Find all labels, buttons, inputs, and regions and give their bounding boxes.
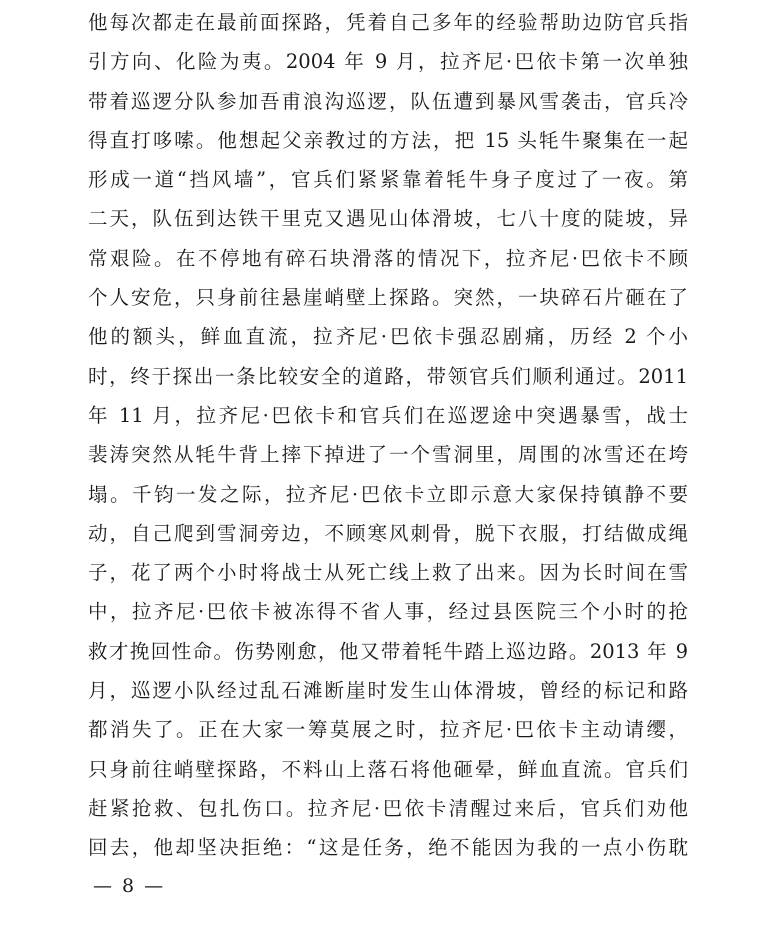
text-line: 得直打哆嗦。他想起父亲教过的方法，把 15 头牦牛聚集在一起 [88,128,688,152]
text-line: 月，巡逻小队经过乱石滩断崖时发生山体滑坡，曾经的标记和路 [88,679,688,703]
text-line: 裴涛突然从牦牛背上摔下掉进了一个雪洞里，周围的冰雪还在垮 [88,443,688,467]
text-line: 赶紧抢救、包扎伤口。拉齐尼·巴依卡清醒过来后，官兵们劝他 [88,796,688,820]
text-line: 子，花了两个小时将战士从死亡线上救了出来。因为长时间在雪 [88,561,688,585]
text-line: 都消失了。正在大家一筹莫展之时，拉齐尼·巴依卡主动请缨， [88,718,688,742]
text-line: 回去，他却坚决拒绝：“这是任务，绝不能因为我的一点小伤耽 [88,836,688,860]
text-line: 个人安危，只身前往悬崖峭壁上探路。突然，一块碎石片砸在了 [88,286,688,310]
text-line: 他的额头，鲜血直流，拉齐尼·巴依卡强忍剧痛，历经 2 个小 [88,325,688,349]
text-line: 年 11 月，拉齐尼·巴依卡和官兵们在巡逻途中突遇暴雪，战士 [88,403,688,427]
text-line: 时，终于探出一条比较安全的道路，带领官兵们顺利通过。2011 [88,364,688,388]
page-number: — 8 — [93,875,166,897]
text-line: 救才挽回性命。伤势刚愈，他又带着牦牛踏上巡边路。2013 年 9 [88,639,688,663]
text-line: 常艰险。在不停地有碎石块滑落的情况下，拉齐尼·巴依卡不顾 [88,246,688,270]
text-line: 只身前往峭壁探路，不料山上落石将他砸晕，鲜血直流。官兵们 [88,757,688,781]
text-line: 动，自己爬到雪洞旁边，不顾寒风刺骨，脱下衣服，打结做成绳 [88,521,688,545]
body-text [88,0,688,868]
text-line: 形成一道“挡风墙”，官兵们紧紧靠着牦牛身子度过了一夜。第 [88,168,688,192]
text-line: 他每次都走在最前面探路，凭着自己多年的经验帮助边防官兵指 [88,11,688,34]
text-line: 中，拉齐尼·巴依卡被冻得不省人事，经过县医院三个小时的抢 [88,600,688,624]
text-line: 引方向、化险为夷。2004 年 9 月，拉齐尼·巴依卡第一次单独 [88,50,688,74]
text-line: 二天，队伍到达铁干里克又遇见山体滑坡，七八十度的陡坡，异 [88,207,688,231]
text-line: 塌。千钧一发之际，拉齐尼·巴依卡立即示意大家保持镇静不要 [88,482,688,506]
text-line: 带着巡逻分队参加吾甫浪沟巡逻，队伍遭到暴风雪袭击，官兵冷 [88,89,688,113]
